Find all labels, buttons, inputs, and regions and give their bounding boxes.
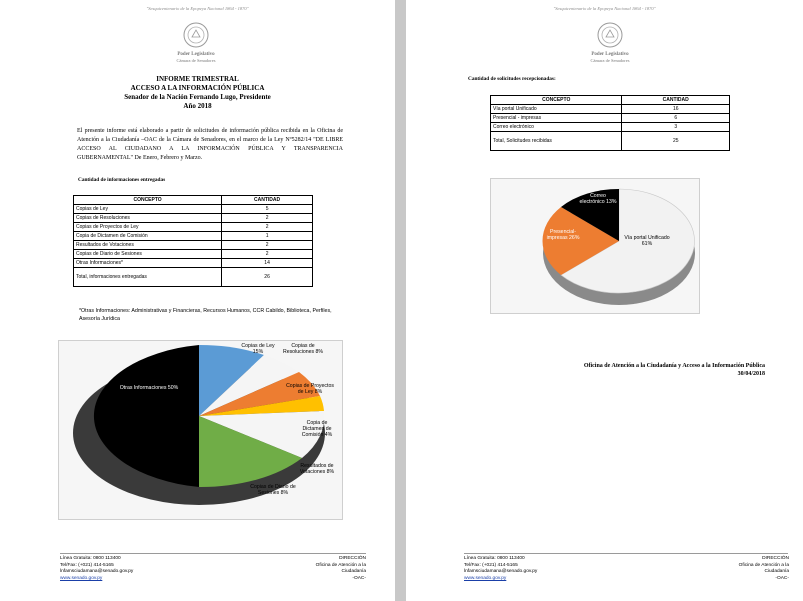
table-total-row <box>491 132 730 151</box>
other-info-note: *Otras Informaciones: Administrativas y Financieras, Recursos Humanos, CCR Cabildo, Biblioteca, Perfiles, Asesoría Jurídica <box>79 308 332 322</box>
pie-label-portal: Vía portal Unificado 61% <box>624 235 670 247</box>
footer-citizenship: Ciudadanía <box>341 569 366 574</box>
pie-label-correo: Correo electrónico 13% <box>579 193 617 205</box>
cell-qty: 16 <box>622 105 730 114</box>
table-row <box>491 123 730 132</box>
footer-email: lnfamsciudamana@senado.gov.py <box>464 569 538 574</box>
cell-concept: Copia de Dictamen de Comisión <box>74 232 222 241</box>
cell-concept: Copias de Proyectos de Ley <box>74 223 222 232</box>
table-row <box>491 114 730 123</box>
institution-chamber: Cámara de Senadores <box>176 58 216 63</box>
footer-divider <box>464 553 788 554</box>
report-title-2: ACCESO A LA INFORMACIÓN PÚBLICA <box>130 84 265 92</box>
cell-qty: 1 <box>222 232 313 241</box>
footer-tel: Tel/Fax: (+021) 414-5165 <box>464 562 518 568</box>
cell-concept: Resultados de Votaciones <box>74 241 222 250</box>
info-table <box>73 195 313 287</box>
cell-qty: 6 <box>622 114 730 123</box>
footer-office: Oficina de Atención a la <box>315 562 366 568</box>
pie-label-ley: Copias de Ley 15% <box>241 343 275 355</box>
cell-total-label: Total, Solicitudes recibidas <box>491 132 622 151</box>
footer-email: lnfamsciudamana@senado.gov.py <box>60 569 134 574</box>
cell-total-qty: 26 <box>222 268 313 287</box>
closing-signature <box>584 362 765 378</box>
table-row <box>74 259 313 268</box>
cell-concept: Presencial - impresas <box>491 114 622 123</box>
motto: "Sesquicentenario de la Epopeya Nacional 1864 - 1870" <box>553 6 656 11</box>
req-col-qty: CANTIDAD <box>622 96 730 105</box>
table-row <box>74 214 313 223</box>
table-row <box>491 105 730 114</box>
req-heading: Cantidad de solicitudes recepcionadas: <box>468 76 556 82</box>
info-col-concept: CONCEPTO <box>74 196 222 205</box>
institution-block <box>146 52 246 64</box>
footer-divider <box>60 553 366 554</box>
cell-qty: 5 <box>222 205 313 214</box>
pie-label-pres: Presencial- impresas 26% <box>546 229 580 241</box>
seal-icon <box>597 22 623 48</box>
cell-total-label: Total, informaciones entregadas <box>74 268 222 287</box>
cell-concept: Otras Informaciones* <box>74 259 222 268</box>
page-gap <box>395 0 406 601</box>
document-page-1 <box>0 0 395 601</box>
footer-tel: Tel/Fax: (+021) 414-5165 <box>60 562 114 568</box>
footer-office: Oficina de Atención a la <box>738 562 789 568</box>
pie-label-resol: Copias de Resoluciones 8% <box>282 343 324 355</box>
table-row <box>74 241 313 250</box>
info-col-qty: CANTIDAD <box>222 196 313 205</box>
footer-direction: DIRECCIÓN <box>339 556 366 561</box>
footer-oac: -OAC- <box>352 575 366 581</box>
footer-web-link[interactable]: www.senado.gov.py <box>60 575 103 581</box>
pie-label-vot: Resultados de Votaciones 8% <box>299 463 335 475</box>
table-total-row <box>74 268 313 287</box>
pie-label-proy: Copias de Proyectos de Ley 8% <box>286 383 334 395</box>
table-row <box>74 223 313 232</box>
institution-block <box>560 52 660 64</box>
document-page-2 <box>406 0 803 601</box>
cell-qty: 2 <box>222 250 313 259</box>
report-title-1: INFORME TRIMESTRAL <box>156 75 239 83</box>
cell-qty: 2 <box>222 241 313 250</box>
table-row <box>74 250 313 259</box>
cell-concept: Correo electrónico <box>491 123 622 132</box>
table-row <box>74 232 313 241</box>
cell-qty: 3 <box>622 123 730 132</box>
closing-office: Oficina de Atención a la Ciudadanía y Acceso a la Información Pública <box>583 363 765 369</box>
table-row <box>74 205 313 214</box>
footer-oac: -OAC- <box>775 575 789 581</box>
footer-phone: Línea Gratuita: 0800 113400 <box>464 556 525 561</box>
footer-phone: Línea Gratuita: 0800 113400 <box>60 556 121 561</box>
req-table <box>490 95 730 151</box>
institution-chamber: Cámara de Senadores <box>590 58 630 63</box>
institution-name: Poder Legislativo <box>591 52 629 57</box>
report-title-4: Año 2018 <box>183 102 212 110</box>
req-col-concept: CONCEPTO <box>491 96 622 105</box>
pie-label-diario: Copias de Diario de Sesiones 8% <box>250 484 296 496</box>
footer-web-link[interactable]: www.senado.gov.py <box>464 575 507 581</box>
pie-label-otras: Otras Informaciones 50% <box>119 385 179 391</box>
cell-qty: 2 <box>222 214 313 223</box>
cell-qty: 2 <box>222 223 313 232</box>
seal-icon <box>183 22 209 48</box>
pie-chart-requests <box>490 178 700 314</box>
motto: "Sesquicentenario de la Epopeya Nacional 1864 - 1870" <box>146 6 249 11</box>
cell-concept: Vía portal Unificado <box>491 105 622 114</box>
cell-concept: Copias de Ley <box>74 205 222 214</box>
cell-concept: Copias de Resoluciones <box>74 214 222 223</box>
pie-label-dict: Copia de Dictamen de Comisión 4% <box>301 420 333 438</box>
cell-qty: 14 <box>222 259 313 268</box>
cell-concept: Copias de Diario de Sesiones <box>74 250 222 259</box>
pie-chart-info <box>58 340 343 520</box>
cell-total-qty: 25 <box>622 132 730 151</box>
info-heading: Cantidad de informaciones entregadas <box>78 177 166 183</box>
closing-date: 30/04/2018 <box>737 371 765 377</box>
institution-name: Poder Legislativo <box>177 52 215 57</box>
report-title-3: Senador de la Nación Fernando Lugo, Presidente <box>124 93 271 101</box>
footer-direction: DIRECCIÓN <box>762 556 789 561</box>
footer-citizenship: Ciudadanía <box>764 569 789 574</box>
intro-paragraph: El presente informe está elaborado a partir de solicitudes de información pública recibida en la Oficina de Atención a la Ciudadanía –OAC de la Cámara de Senadores, en el marco de la Ley Nº5282/14 "DE LIBRE ACCESO AL CIUDADANO A LA INFORMACIÓN PÚBLICA Y TRANSPARENCIA GUBERNAMENTAL" De Enero, Febrero y Marzo. <box>77 128 343 161</box>
